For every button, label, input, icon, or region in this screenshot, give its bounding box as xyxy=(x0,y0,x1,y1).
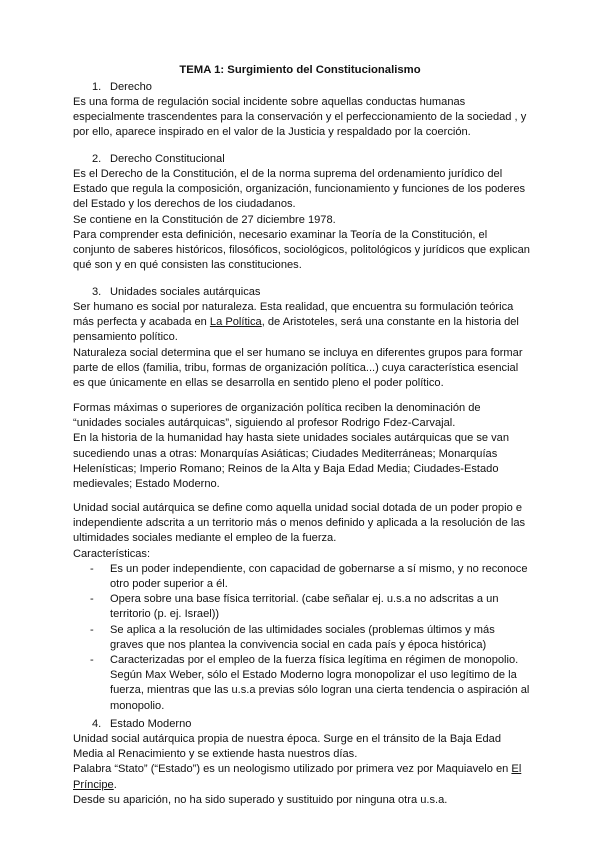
section-1-number: 1. xyxy=(92,81,102,93)
section-2-paragraph-definition: Es el Derecho de la Constitución, el de la norma suprema del ordenamiento jurídico del Estado que regula la composición, organización, funcionamiento y funciones de los poderes del Estado y los derechos de los ciudadanos. xyxy=(73,168,526,211)
section-3-heading xyxy=(92,285,260,300)
section-3-paragraph-forms: Formas máximas o superiores de organización política reciben la denominación de “unidades sociales autárquicas”, siguiendo al profesor Rodrigo Fdez-Carvajal. xyxy=(73,402,481,430)
el-principe-reference: El Príncipe xyxy=(73,763,522,791)
list-item xyxy=(73,562,531,592)
section-3-body-a xyxy=(73,300,531,391)
bullet-dash: - xyxy=(90,654,94,667)
section-2-number: 2. xyxy=(92,153,102,165)
section-1-paragraph: Es una forma de regulación social incidente sobre aquellas conductas humanas especialmente trascendentes para la conservación y el perfeccionamiento de la sociedad , y por ello, aparece inspirado en el valor de la Justicia y respaldado por la coerción. xyxy=(73,96,527,139)
section-4-p2-text-before: Palabra “Stato” (“Estado”) es un neologismo utilizado por primera vez por Maquiavelo en xyxy=(73,763,512,776)
section-3-title: Unidades sociales autárquicas xyxy=(110,286,261,298)
section-2-paragraph-theory: Para comprender esta definición, necesario examinar la Teoría de la Constitución, el conjunto de saberes históricos, filosóficos, sociológicos, politológicos y jurídicos que explican qué son y en qué consisten las constituciones. xyxy=(73,228,530,272)
section-4-paragraph-since: Desde su aparición, no ha sido superado y sustituido por ninguna otra u.s.a. xyxy=(73,793,448,806)
section-1-title: Derecho xyxy=(110,81,152,93)
bullet-dash: - xyxy=(90,562,94,575)
section-3-paragraph-history: En la historia de la humanidad hay hasta siete unidades sociales autárquicas que se van sucediendo unas a otras: Monarquías Asiáticas; Ciudades Mediterráneas; Monarquías Helenísticas; Imperio Romano; Reinos de la Alta y Baja Edad Media; Ciudades-Estado medievales; Estado Moderno. xyxy=(73,432,510,491)
section-3-number: 3. xyxy=(92,286,102,298)
section-3-p1-text-after: , de Aristoteles, será una constante en la historia del pensamiento político. xyxy=(73,316,519,344)
section-2-paragraph-constitution: Se contiene en la Constitución de 27 diciembre 1978. xyxy=(73,213,336,226)
section-4-title: Estado Moderno xyxy=(110,718,192,730)
list-item-text: Se aplica a la resolución de las ultimidades sociales (problemas últimos y más graves que nos plantea la convivencia social en cada país y época histórica) xyxy=(110,623,495,651)
section-2-body xyxy=(73,167,531,273)
list-item xyxy=(73,592,531,622)
section-4-number: 4. xyxy=(92,718,102,730)
section-2-title: Derecho Constitucional xyxy=(110,153,225,165)
characteristics-label: Características: xyxy=(73,547,151,560)
section-4-body xyxy=(73,732,531,808)
section-4-heading xyxy=(92,717,191,732)
list-item-text: Caracterizadas por el empleo de la fuerza física legítima en régimen de monopolio. Según Max Weber, sólo el Estado Moderno logra monopolizar el uso legítimo de la fuerza, mientras que las u.s.a previas sólo logran una cierta tendencia o aspiración al monopolio. xyxy=(110,654,530,712)
bullet-dash: - xyxy=(90,623,94,636)
list-item xyxy=(73,653,531,714)
section-2-heading xyxy=(92,152,225,167)
characteristics-list xyxy=(73,562,531,714)
section-4-p2-text-after: . xyxy=(113,778,117,791)
section-4-paragraph-origin: Unidad social autárquica propia de nuestra época. Surge en el tránsito de la Baja Edad Media al Renacimiento y se extiende hasta nuestros días. xyxy=(73,733,502,761)
section-3-paragraph-social xyxy=(73,300,531,346)
bullet-dash: - xyxy=(90,593,94,606)
list-item-text: Opera sobre una base física territorial. (cabe señalar ej. u.s.a no adscritas a un territorio (p. ej. Israel)) xyxy=(110,593,499,621)
section-3-p1-text-before: Ser humano es social por naturaleza. Esta realidad, que encuentra su formulación teórica más perfecta y acabada en xyxy=(73,301,514,329)
section-3-body-b xyxy=(73,401,531,492)
section-1-body xyxy=(73,95,531,141)
section-4-paragraph-stato xyxy=(73,762,531,792)
section-1-heading xyxy=(92,80,152,95)
section-3-paragraph-nature: Naturaleza social determina que el ser humano se incluya en diferentes grupos para formar parte de ellos (familia, tribu, formas de organización política...) cuya característica esencial es que únicamente en ellas se desarrolla en sentido pleno el poder político. xyxy=(73,346,523,390)
document-title: TEMA 1: Surgimiento del Constitucionalismo xyxy=(179,64,421,76)
section-3-paragraph-definition: Unidad social autárquica se define como aquella unidad social dotada de un poder propio e independiente adscrita a un territorio más o menos definido y aplicada a la resolución de las ultimidades sociales mediante el empleo de la fuerza. xyxy=(73,502,526,545)
list-item xyxy=(73,623,531,653)
list-item-text: Es un poder independiente, con capacidad de gobernarse a sí mismo, y no reconoce otro poder superior a él. xyxy=(110,562,528,591)
section-3-body-c xyxy=(73,501,531,714)
la-politica-reference: La Política xyxy=(209,316,262,329)
